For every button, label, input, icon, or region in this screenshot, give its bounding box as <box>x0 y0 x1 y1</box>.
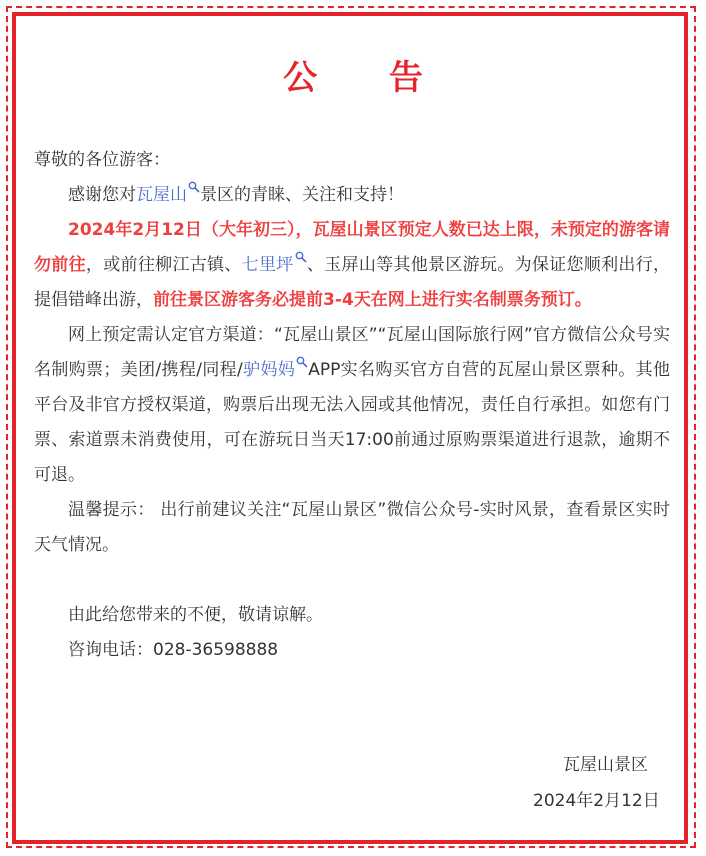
wawushan-search-link[interactable]: 瓦屋山 <box>136 185 187 205</box>
apology-text: 由此给您带来的不便，敬请谅解。 <box>68 605 323 625</box>
notice-text-2: 、玉屏山等其他景区游玩。为保证您顺利出行，提倡错峰出游， <box>34 255 671 310</box>
search-icon[interactable] <box>296 356 308 368</box>
tips-paragraph: 温馨提示： 出行前建议关注“瓦屋山景区”微信公众号-实时风景，查看景区实时天气情况。 <box>34 500 670 555</box>
advance-booking-warning: 前往景区游客务必提前3-4天在网上进行实名制票务预订。 <box>153 290 592 310</box>
signature-org: 瓦屋山景区 <box>563 755 648 775</box>
booking-text-2: APP实名购买官方自营的瓦屋山景区票种。其他平台及非官方授权渠道，购票后出现无法入园或其他情况，责任自行承担。如您有门票、索道票未消费使用，可在游玩日当天17:00前通过原购票渠道进行退款，逾期不可退。 <box>34 360 671 485</box>
booking-paragraph <box>34 318 670 493</box>
notice-paragraph <box>34 213 670 318</box>
search-icon[interactable] <box>295 251 307 263</box>
lvmama-search-link[interactable]: 驴妈妈 <box>242 360 296 380</box>
search-icon[interactable] <box>188 181 200 193</box>
notice-title: 公 告 <box>283 58 453 98</box>
spacer <box>34 563 670 598</box>
thanks-paragraph <box>34 178 670 213</box>
qiliping-search-link[interactable]: 七里坪 <box>241 255 294 275</box>
greeting: 尊敬的各位游客： <box>34 150 170 170</box>
signature-date: 2024年2月12日 <box>533 791 660 811</box>
thanks-text-after: 景区的青睐、关注和支持！ <box>200 185 404 205</box>
notice-text-1: ，或前往柳江古镇、 <box>85 255 242 275</box>
thanks-text-before: 感谢您对 <box>68 185 136 205</box>
notice-body <box>34 143 670 668</box>
hotline-text: 咨询电话：028-36598888 <box>68 640 279 660</box>
reservation-full-warning: 2024年2月12日（大年初三），瓦屋山景区预定人数已达上限，未预定的游客请勿前往 <box>34 220 670 275</box>
booking-text-1: 网上预定需认定官方渠道：“瓦屋山景区”“瓦屋山国际旅行网”官方微信公众号实名制购票；美团/携程/同程/ <box>34 325 670 380</box>
